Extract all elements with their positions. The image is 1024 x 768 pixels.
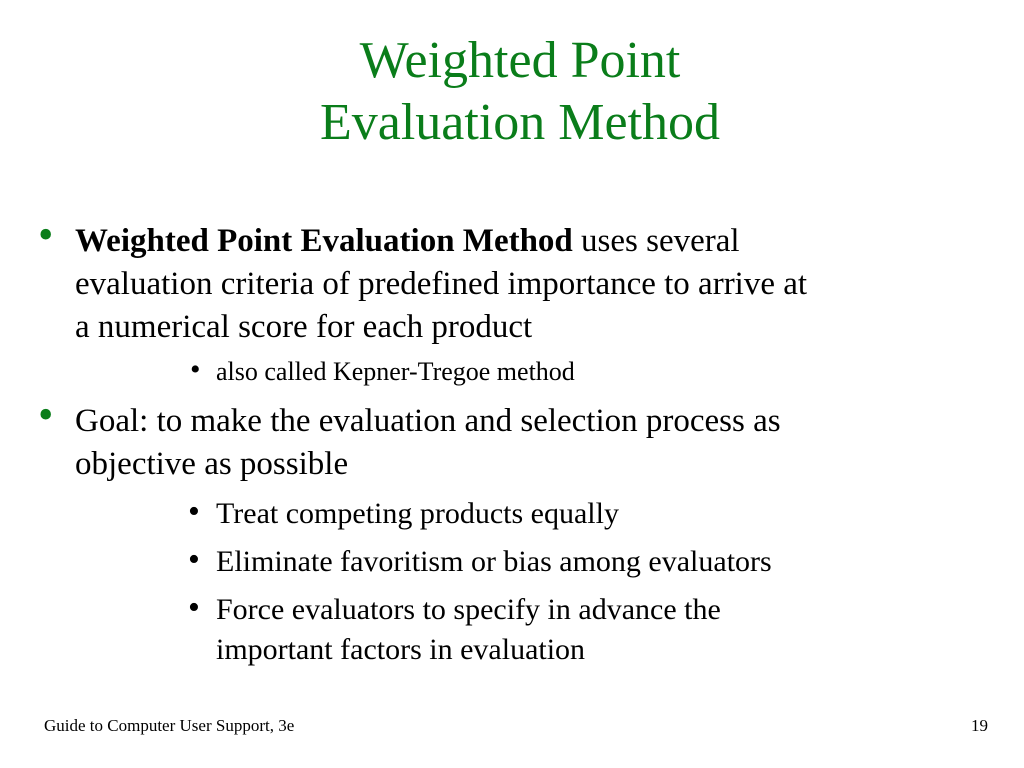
title-line-2: Evaluation Method xyxy=(319,94,721,151)
sub-bullet-dot: • xyxy=(188,541,200,578)
title-line-1: Weighted Point xyxy=(359,32,681,89)
sub-bullet-dot: • xyxy=(190,353,201,386)
sub-bullet-dot: • xyxy=(188,589,200,626)
bullet-1-bold-lead: Weighted Point Evaluation Method xyxy=(75,223,573,259)
bullet-dot: • xyxy=(38,390,54,439)
footer-title: Guide to Computer User Support, 3e xyxy=(44,716,295,735)
slide-title xyxy=(0,30,1024,154)
sub-bullet-dot: • xyxy=(188,493,200,530)
page-number: 19 xyxy=(971,716,988,735)
bullet-dot: • xyxy=(38,210,54,259)
bullet-1-line-1-rest: uses several xyxy=(572,223,740,259)
